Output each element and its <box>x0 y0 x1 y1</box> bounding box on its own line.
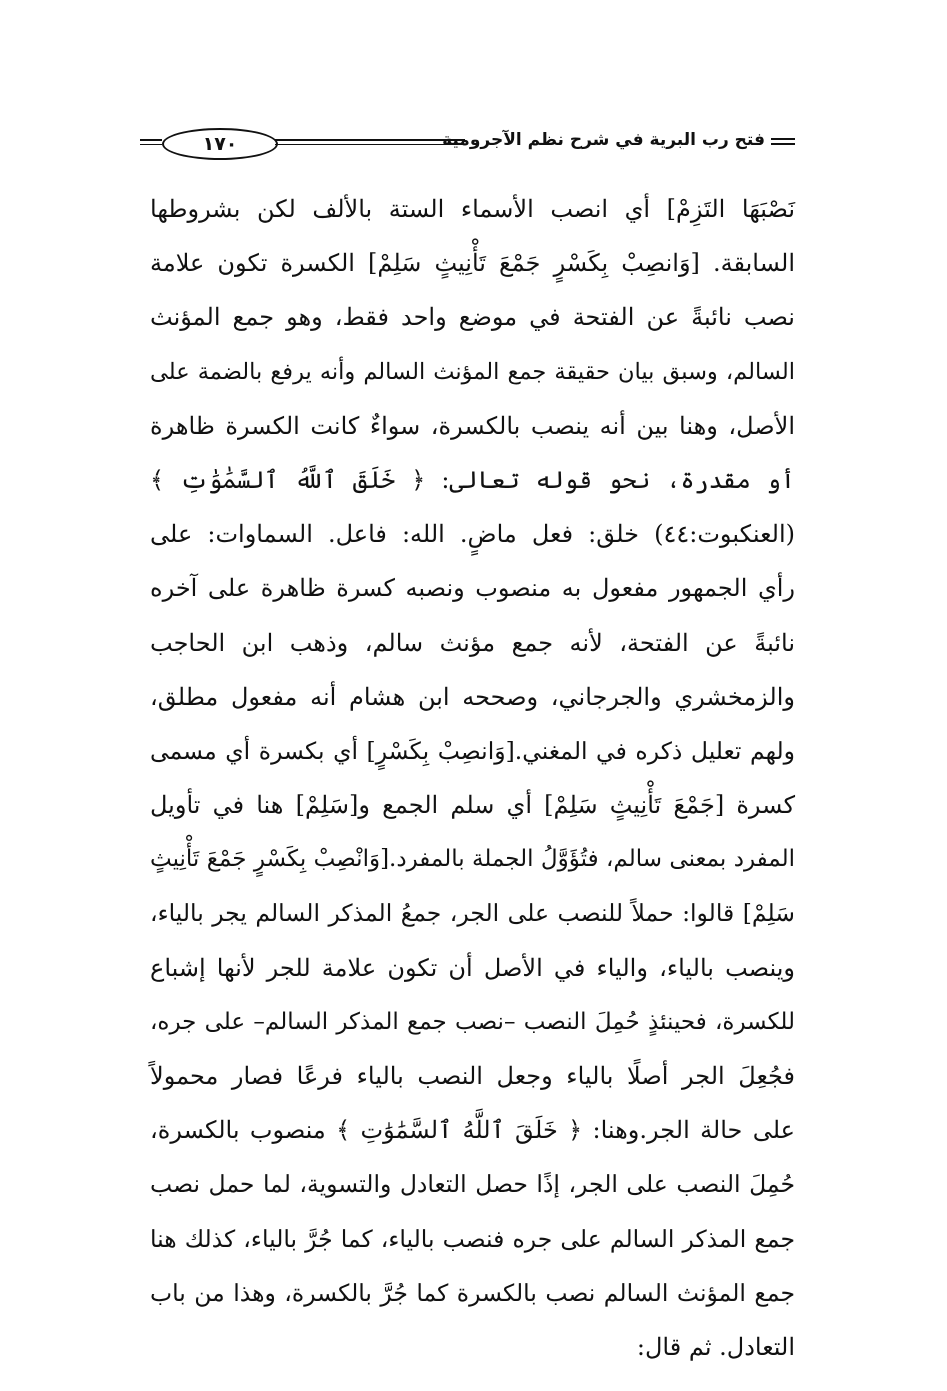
text-line: للكسرة، فحينئذٍ حُمِلَ النصب –نصب جمع المذكر السالم– على جره، <box>150 1008 795 1035</box>
text-line: رأي الجمهور مفعول به منصوب ونصبه كسرة ظاهرة على آخره <box>150 574 795 603</box>
text-line: السالم، وسبق بيان حقيقة جمع المؤنث السالم وأنه يرفع بالضمة على <box>150 358 795 385</box>
page-header <box>140 128 795 168</box>
page-number: ١٧٠ <box>162 128 278 160</box>
text-line: جمع المؤنث السالم نصب بالكسرة كما جُرَّ بالكسرة، وهذا من باب <box>150 1278 795 1307</box>
text-line: نصب نائبةً عن الفتحة في موضع واحد فقط، وهو جمع المؤنث <box>150 303 795 332</box>
header-rule-right <box>771 138 795 145</box>
text-line: جمع المذكر السالم على جره فنصب بالياء، كما جُرَّ بالياء، كذلك هنا <box>150 1224 795 1253</box>
text-line: حُمِلَ النصب على الجر، إذًا حصل التعادل والتسوية، لما حمل نصب <box>150 1170 795 1199</box>
text-line: ولهم تعليل ذكره في المغني.[وَانصِبْ بِكَسْرٍ] أي بكسرة أي مسمى <box>150 736 795 765</box>
text-line: التعادل. ثم قال: <box>636 1332 795 1361</box>
header-rule-middle <box>275 139 465 145</box>
text-line: فجُعِلَ الجر أصلًا بالياء وجعل النصب بالياء فرعًا فصار محمولاً <box>150 1062 795 1090</box>
text-line: نَصْبَهَا التَزِمْ] أي انصب الأسماء الستة بالألف لكن بشروطها <box>150 195 795 223</box>
text-line: المفرد بمعنى سالم، فتُؤَوَّلُ الجملة بالمفرد.[وَانْصِبْ بِكَسْرٍ جَمْعَ تَأْنِيثٍ <box>150 846 795 873</box>
text-line: والزمخشري والجرجاني، وصححه ابن هشام أنه مفعول مطلق، <box>150 682 795 711</box>
body-text <box>150 182 795 1374</box>
book-title: فتح رب البرية في شرح نظم الآجرومية <box>442 130 765 150</box>
text-line: على حالة الجر.وهنا: ﴿ خَلَقَ ٱللَّهُ ٱلسَّمَٰوَٰتِ ﴾ منصوب بالكسرة، <box>150 1116 795 1145</box>
text-line: السابقة. [وَانصِبْ بِكَسْرٍ جَمْعَ تَأْنِيثٍ سَلِمْ] الكسرة تكون علامة <box>150 249 795 278</box>
text-line: نائبةً عن الفتحة، لأنه جمع مؤنث سالم، وذهب ابن الحاجب <box>150 628 795 657</box>
text-line: أو مقدرة، نحو قوله تعالى: ﴿ خَلَقَ ٱللَّهُ ٱلسَّمَٰوَٰتِ ﴾ <box>150 465 795 494</box>
text-line: كسرة [جَمْعَ تَأْنِيثٍ سَلِمْ] أي سلم الجمع و[سَلِمْ] هنا في تأويل <box>150 791 795 820</box>
text-line: (العنكبوت:٤٤) خلق: فعل ماضٍ. الله: فاعل. السماوات: على <box>150 520 795 549</box>
header-rule-left <box>140 139 162 145</box>
text-line: وينصب بالياء، والياء في الأصل أن تكون علامة للجر لأنها إشباع <box>150 953 795 982</box>
text-line: الأصل، وهنا بين أنه ينصب بالكسرة، سواءٌ كانت الكسرة ظاهرة <box>150 411 795 440</box>
text-line: سَلِمْ] قالوا: حملاً للنصب على الجر، جمعُ المذكر السالم يجر بالياء، <box>150 899 795 928</box>
